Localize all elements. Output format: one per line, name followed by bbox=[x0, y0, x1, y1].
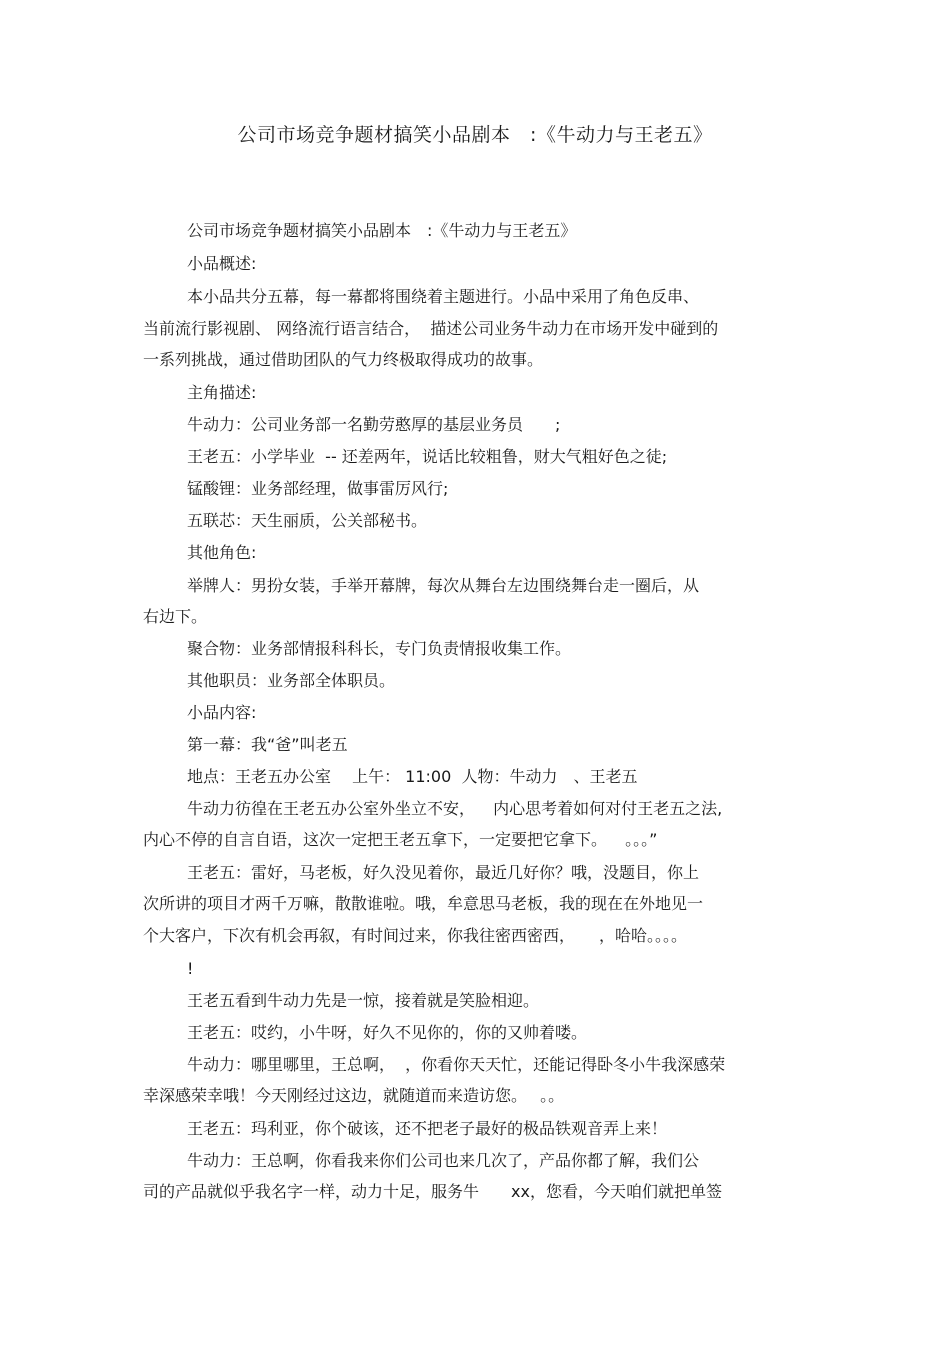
paragraph-line: 本小品共分五幕，每一幕都将围绕着主题进行。小品中采用了角色反串、 bbox=[187, 287, 700, 306]
character-line: 王老五：小学毕业 -- 还差两年，说话比较粗鲁，财大气粗好色之徒; bbox=[187, 447, 668, 466]
dialogue-line: ! bbox=[187, 959, 194, 978]
character-line: 牛动力：公司业务部一名勤劳憨厚的基层业务员 ; bbox=[187, 415, 561, 434]
dialogue-line: 牛动力：王总啊，你看我来你们公司也来几次了，产品你都了解，我们公 bbox=[187, 1151, 700, 1170]
character-line: 举牌人：男扮女装，手举开幕牌，每次从舞台左边围绕舞台走一圈后，从 bbox=[187, 576, 700, 595]
paragraph-line: 王老五看到牛动力先是一惊，接着就是笑脸相迎。 bbox=[187, 991, 540, 1010]
dialogue-line: 司的产品就似乎我名字一样，动力十足，服务牛 xx，您看，今天咱们就把单签 bbox=[143, 1182, 722, 1201]
section-heading-content: 小品内容: bbox=[187, 703, 257, 722]
dialogue-line: 王老五：哎约，小牛呀，好久不见你的，你的又帅着喽。 bbox=[187, 1023, 588, 1042]
section-heading-others: 其他角色: bbox=[187, 543, 257, 562]
dialogue-line: 次所讲的项目才两千万嘛，散散谁啦。哦，牟意思马老板，我的现在在外地见一 bbox=[143, 894, 704, 913]
character-line: 其他职员：业务部全体职员。 bbox=[187, 671, 396, 690]
paragraph-line: 当前流行影视剧、 网络流行语言结合， 描述公司业务牛动力在市场开发中碰到的 bbox=[143, 319, 719, 338]
section-heading-leads: 主角描述: bbox=[187, 383, 257, 402]
section-heading-overview: 小品概述: bbox=[187, 254, 257, 273]
paragraph-line: 牛动力彷徨在王老五办公室外坐立不安， 内心思考着如何对付王老五之法, bbox=[187, 799, 723, 818]
subtitle-line: 公司市场竞争题材搞笑小品剧本 :《牛动力与王老五》 bbox=[187, 221, 577, 240]
character-line: 锰酸锂：业务部经理，做事雷厉风行; bbox=[187, 479, 449, 498]
character-line: 右边下。 bbox=[143, 607, 208, 626]
paragraph-line: 一系列挑战，通过借助团队的气力终极取得成功的故事。 bbox=[143, 350, 544, 369]
dialogue-line: 王老五：玛利亚，你个破该，还不把老子最好的极品铁观音弄上来！ bbox=[187, 1119, 668, 1138]
character-line: 五联芯：天生丽质，公关部秘书。 bbox=[187, 511, 428, 530]
document-title: 公司市场竞争题材搞笑小品剧本 :《牛动力与王老五》 bbox=[237, 124, 713, 146]
dialogue-line: 王老五：雷好，马老板，好久没见着你，最近几好你？哦，没题目，你上 bbox=[187, 863, 700, 882]
paragraph-line: 内心不停的自言自语，这次一定把王老五拿下，一定要把它拿下。 。。。” bbox=[143, 830, 658, 849]
dialogue-line: 个大客户，下次有机会再叙，有时间过来，你我往密西密西， ，哈哈。。。。 bbox=[143, 926, 688, 945]
scene-info-line: 地点：王老五办公室 上午： 11:00 人物：牛动力 、王老五 bbox=[187, 767, 638, 786]
dialogue-line: 幸深感荣幸哦！今天刚经过这边，就随道而来造访您。 。。 bbox=[143, 1086, 565, 1105]
act-heading: 第一幕：我“爸”叫老五 bbox=[187, 735, 348, 754]
dialogue-line: 牛动力：哪里哪里，王总啊， ，你看你天天忙，还能记得卧冬小牛我深感荣 bbox=[187, 1055, 726, 1074]
character-line: 聚合物：业务部情报科科长，专门负责情报收集工作。 bbox=[187, 639, 572, 658]
